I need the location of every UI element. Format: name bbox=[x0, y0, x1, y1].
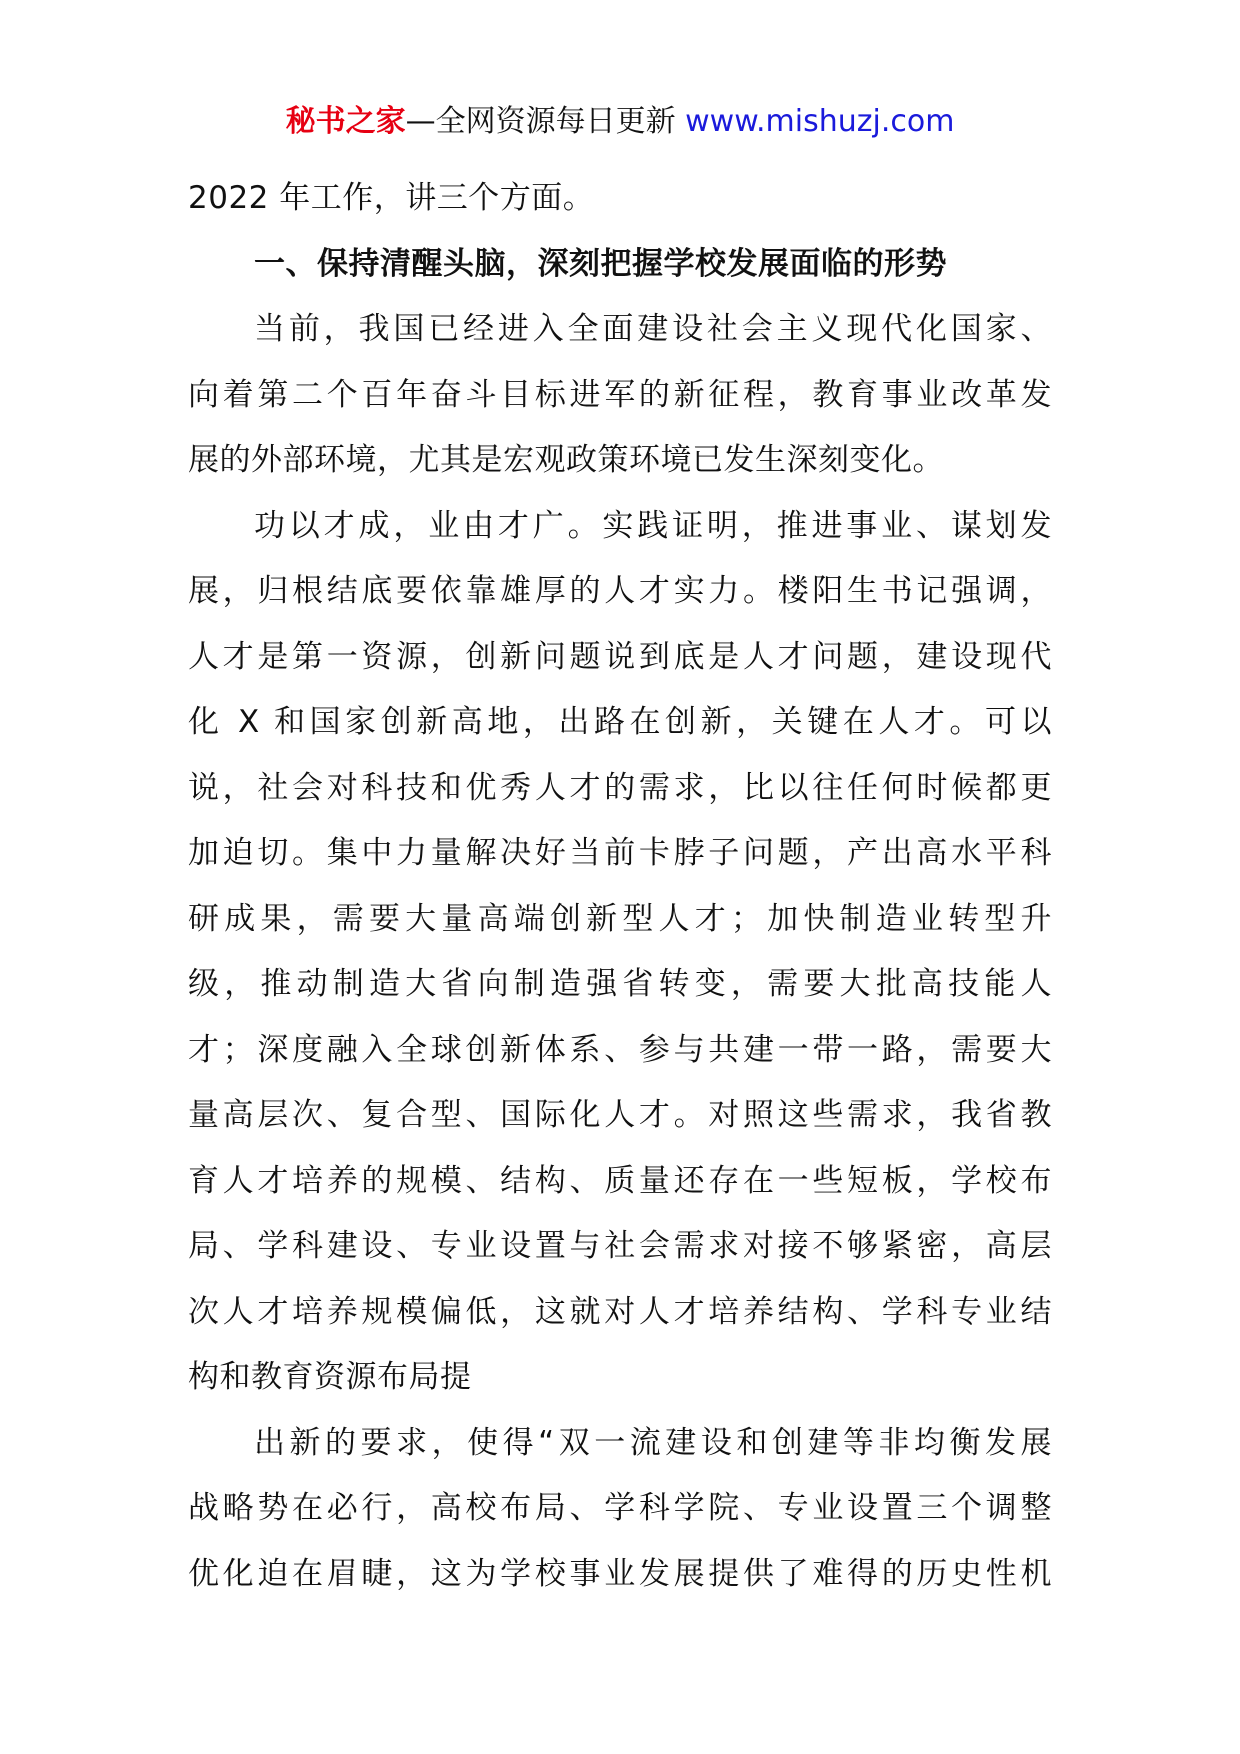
paragraph-line: 展，归根结底要依靠雄厚的人才实力。楼阳生书记强调， bbox=[188, 573, 1052, 609]
paragraph-line: 优化迫在眉睫，这为学校事业发展提供了难得的历史性机 bbox=[188, 1555, 1052, 1592]
paragraph-line: 化 X 和国家创新高地，出路在创新，关键在人才。可以 bbox=[188, 704, 1052, 740]
brand-name: 秘书之家 bbox=[285, 104, 406, 139]
document-body bbox=[188, 166, 1052, 1607]
paragraph-line: 当前，我国已经进入全面建设社会主义现代化国家、 bbox=[254, 311, 1052, 347]
paragraph-line: 研成果，需要大量高端创新型人才；加快制造业转型升 bbox=[188, 900, 1052, 937]
paragraph-line: 说，社会对科技和优秀人才的需求，比以往任何时候都更 bbox=[188, 769, 1052, 806]
header-slogan: —全网资源每日更新 bbox=[405, 104, 676, 139]
paragraph-line: 才；深度融入全球创新体系、参与共建一带一路，需要大 bbox=[188, 1031, 1052, 1068]
paragraph-line: 次人才培养规模偏低，这就对人才培养结构、学科专业结 bbox=[188, 1293, 1052, 1330]
paragraph-line: 向着第二个百年奋斗目标进军的新征程，教育事业改革发 bbox=[188, 376, 1052, 413]
paragraph-line: 育人才培养的规模、结构、质量还存在一些短板，学校布 bbox=[188, 1162, 1052, 1199]
paragraph-line: 战略势在必行，高校布局、学科学院、专业设置三个调整 bbox=[188, 1490, 1052, 1526]
paragraph-line: 功以才成，业由才广。实践证明，推进事业、谋划发 bbox=[254, 507, 1052, 544]
paragraph-line: 局、学科建设、专业设置与社会需求对接不够紧密，高层 bbox=[188, 1228, 1052, 1264]
paragraph-line: 加迫切。集中力量解决好当前卡脖子问题，产出高水平科 bbox=[188, 835, 1052, 871]
paragraph-line: 量高层次、复合型、国际化人才。对照这些需求，我省教 bbox=[188, 1097, 1052, 1133]
website-link[interactable]: www.mishuzj.com bbox=[685, 104, 955, 139]
paragraph-line: 人才是第一资源，创新问题说到底是人才问题，建设现代 bbox=[188, 638, 1052, 675]
text-line: 2022 年工作，讲三个方面。 bbox=[188, 180, 595, 216]
paragraph-line: 构和教育资源布局提 bbox=[188, 1359, 472, 1395]
page-header bbox=[0, 100, 1240, 144]
paragraph-line: 出新的要求，使得“双一流建设和创建等非均衡发展 bbox=[254, 1424, 1052, 1461]
paragraph-line: 展的外部环境，尤其是宏观政策环境已发生深刻变化。 bbox=[188, 442, 944, 478]
section-heading: 一、保持清醒头脑，深刻把握学校发展面临的形势 bbox=[254, 245, 947, 282]
paragraph-line: 级，推动制造大省向制造强省转变，需要大批高技能人 bbox=[188, 966, 1052, 1002]
